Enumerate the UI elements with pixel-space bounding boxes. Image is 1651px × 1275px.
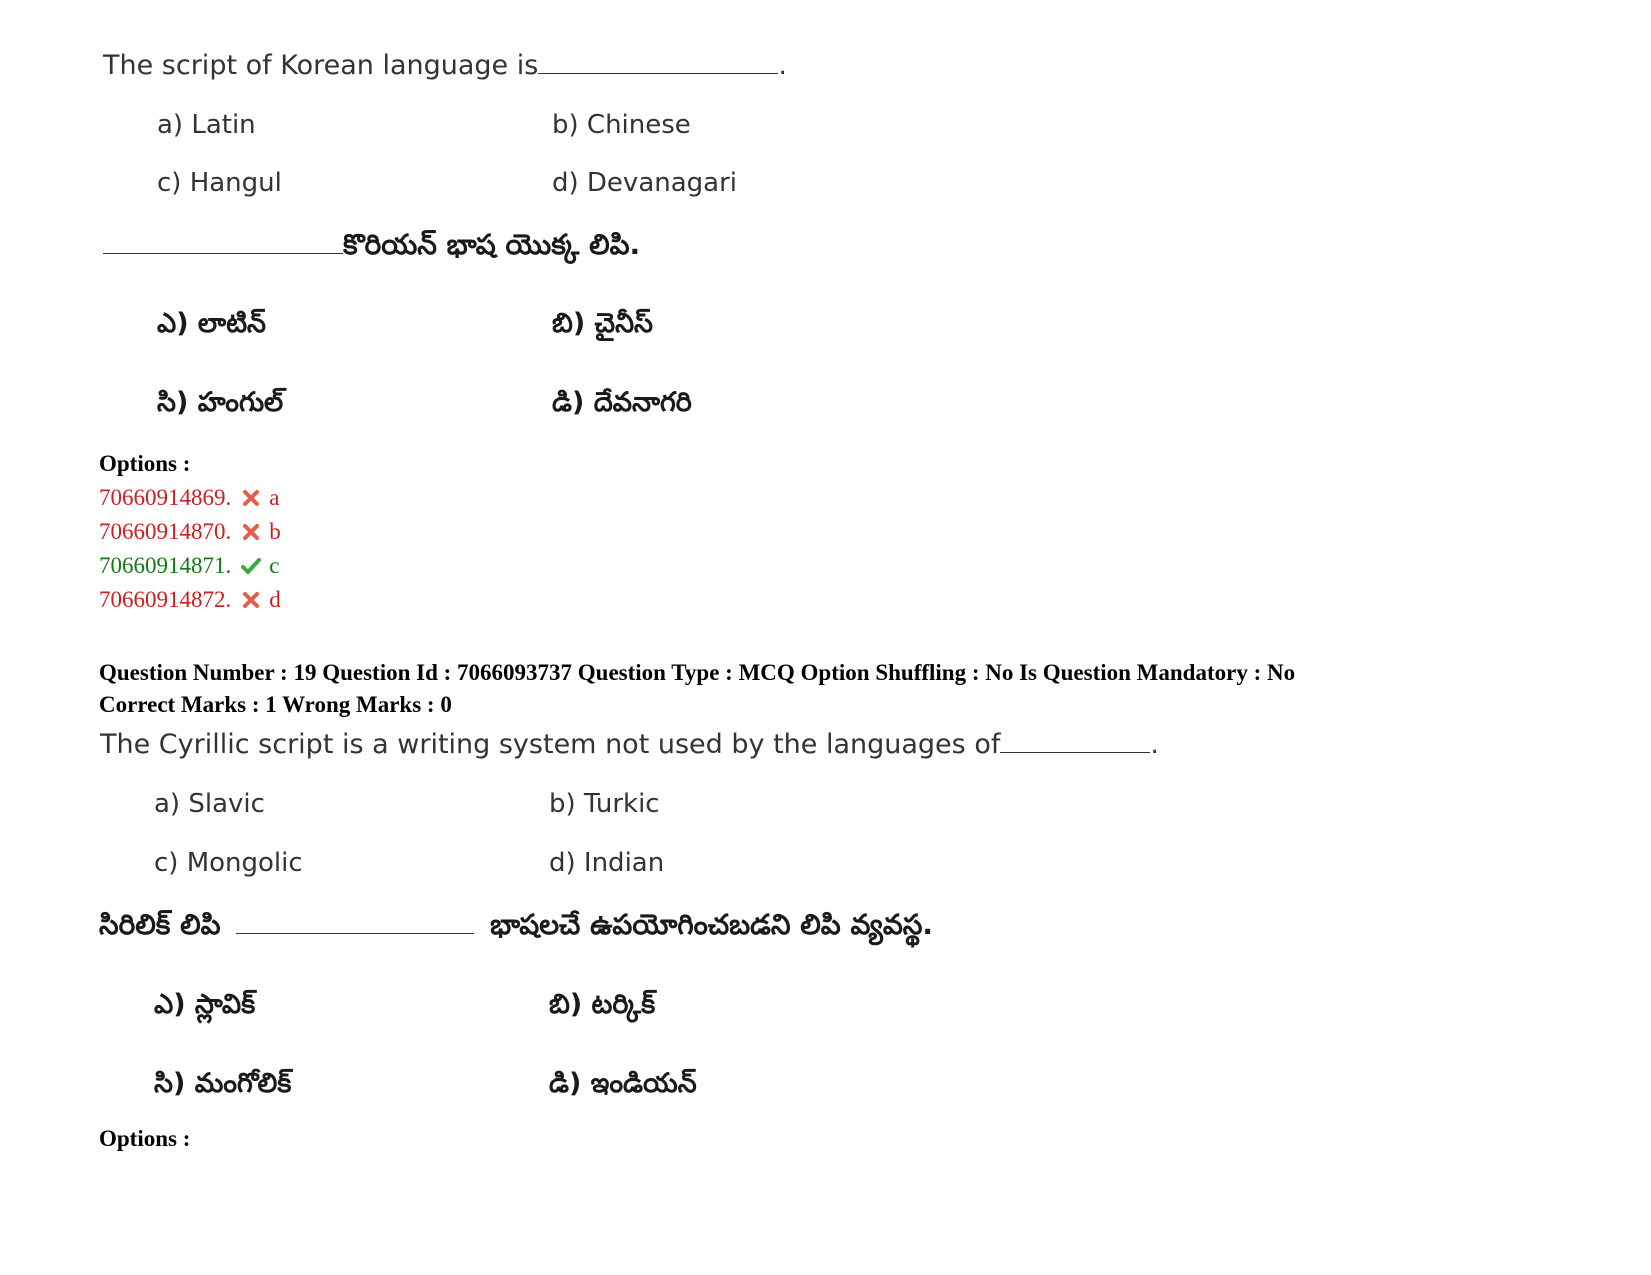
q19-meta-line-1: Question Number : 19 Question Id : 7066093737 Question Type : MCQ Option Shuffling : No Is Question Mandatory : No <box>99 660 1296 685</box>
q18-answer-row-a <box>99 485 279 511</box>
answer-label: a <box>269 485 280 510</box>
q18-answer-blank <box>538 51 778 74</box>
q19-options-heading: Options : <box>99 1126 191 1151</box>
q19-option-te-a: ఎ) స్లావిక్ <box>154 989 256 1020</box>
q18-option-te-b: బి) చైనీస్ <box>552 308 653 339</box>
q19-question-te <box>99 908 933 948</box>
q19-question-te-end: భాషలచే ఉపయోగించబడని లిపి వ్యవస్థ. <box>490 908 934 941</box>
q18-option-te-d: డి) దేవనాగరి <box>552 387 692 418</box>
q19-answer-blank <box>1000 730 1150 753</box>
q18-option-te-a: ఎ) లాటిన్ <box>157 308 267 339</box>
q19-question-en-end: . <box>1150 729 1159 760</box>
q18-question-en-end: . <box>778 50 787 81</box>
answer-id: 70660914872. <box>99 587 232 612</box>
q18-option-en-d: d) Devanagari <box>552 168 738 198</box>
answer-label: b <box>269 519 281 544</box>
cross-icon <box>241 591 261 609</box>
cross-icon <box>241 489 261 507</box>
q19-option-en-c: c) Mongolic <box>154 848 303 878</box>
q18-option-te-c: సి) హంగుల్ <box>157 387 284 418</box>
answer-id: 70660914869. <box>99 485 232 510</box>
q18-option-en-c: c) Hangul <box>157 168 282 198</box>
q19-option-en-b: b) Turkic <box>549 789 660 819</box>
q19-option-en-d: d) Indian <box>549 848 665 878</box>
answer-label: c <box>269 553 280 578</box>
q19-option-te-c: సి) మంగోలిక్ <box>154 1068 292 1099</box>
answer-label: d <box>269 587 281 612</box>
q18-te-answer-blank <box>103 231 343 254</box>
q18-question-en-text: The script of Korean language is <box>103 50 539 81</box>
q18-question-en <box>103 50 787 81</box>
q18-option-en-b: b) Chinese <box>552 110 691 140</box>
q18-question-te-text: కొరియన్ భాష యొక్క లిపి. <box>343 228 641 261</box>
q19-option-en-a: a) Slavic <box>154 789 265 819</box>
q19-option-te-d: డి) ఇండియన్ <box>549 1068 697 1099</box>
answer-id: 70660914871. <box>99 553 232 578</box>
q19-question-en <box>100 729 1159 760</box>
q19-question-en-text: The Cyrillic script is a writing system not used by the languages of <box>100 729 1001 760</box>
q18-answer-row-d <box>99 587 281 613</box>
q19-te-answer-blank <box>236 911 474 934</box>
q18-question-te <box>103 228 640 268</box>
check-icon <box>241 557 261 575</box>
q18-answer-row-c <box>99 553 279 579</box>
q19-option-te-b: బి) టర్కిక్ <box>549 989 656 1020</box>
q18-options-heading: Options : <box>99 451 191 476</box>
q18-answer-row-b <box>99 519 281 545</box>
cross-icon <box>241 523 261 541</box>
answer-id: 70660914870. <box>99 519 232 544</box>
q18-option-en-a: a) Latin <box>157 110 256 140</box>
q19-meta-line-2: Correct Marks : 1 Wrong Marks : 0 <box>99 692 452 717</box>
q19-question-te-start: సిరిలిక్ లిపి <box>99 908 221 941</box>
